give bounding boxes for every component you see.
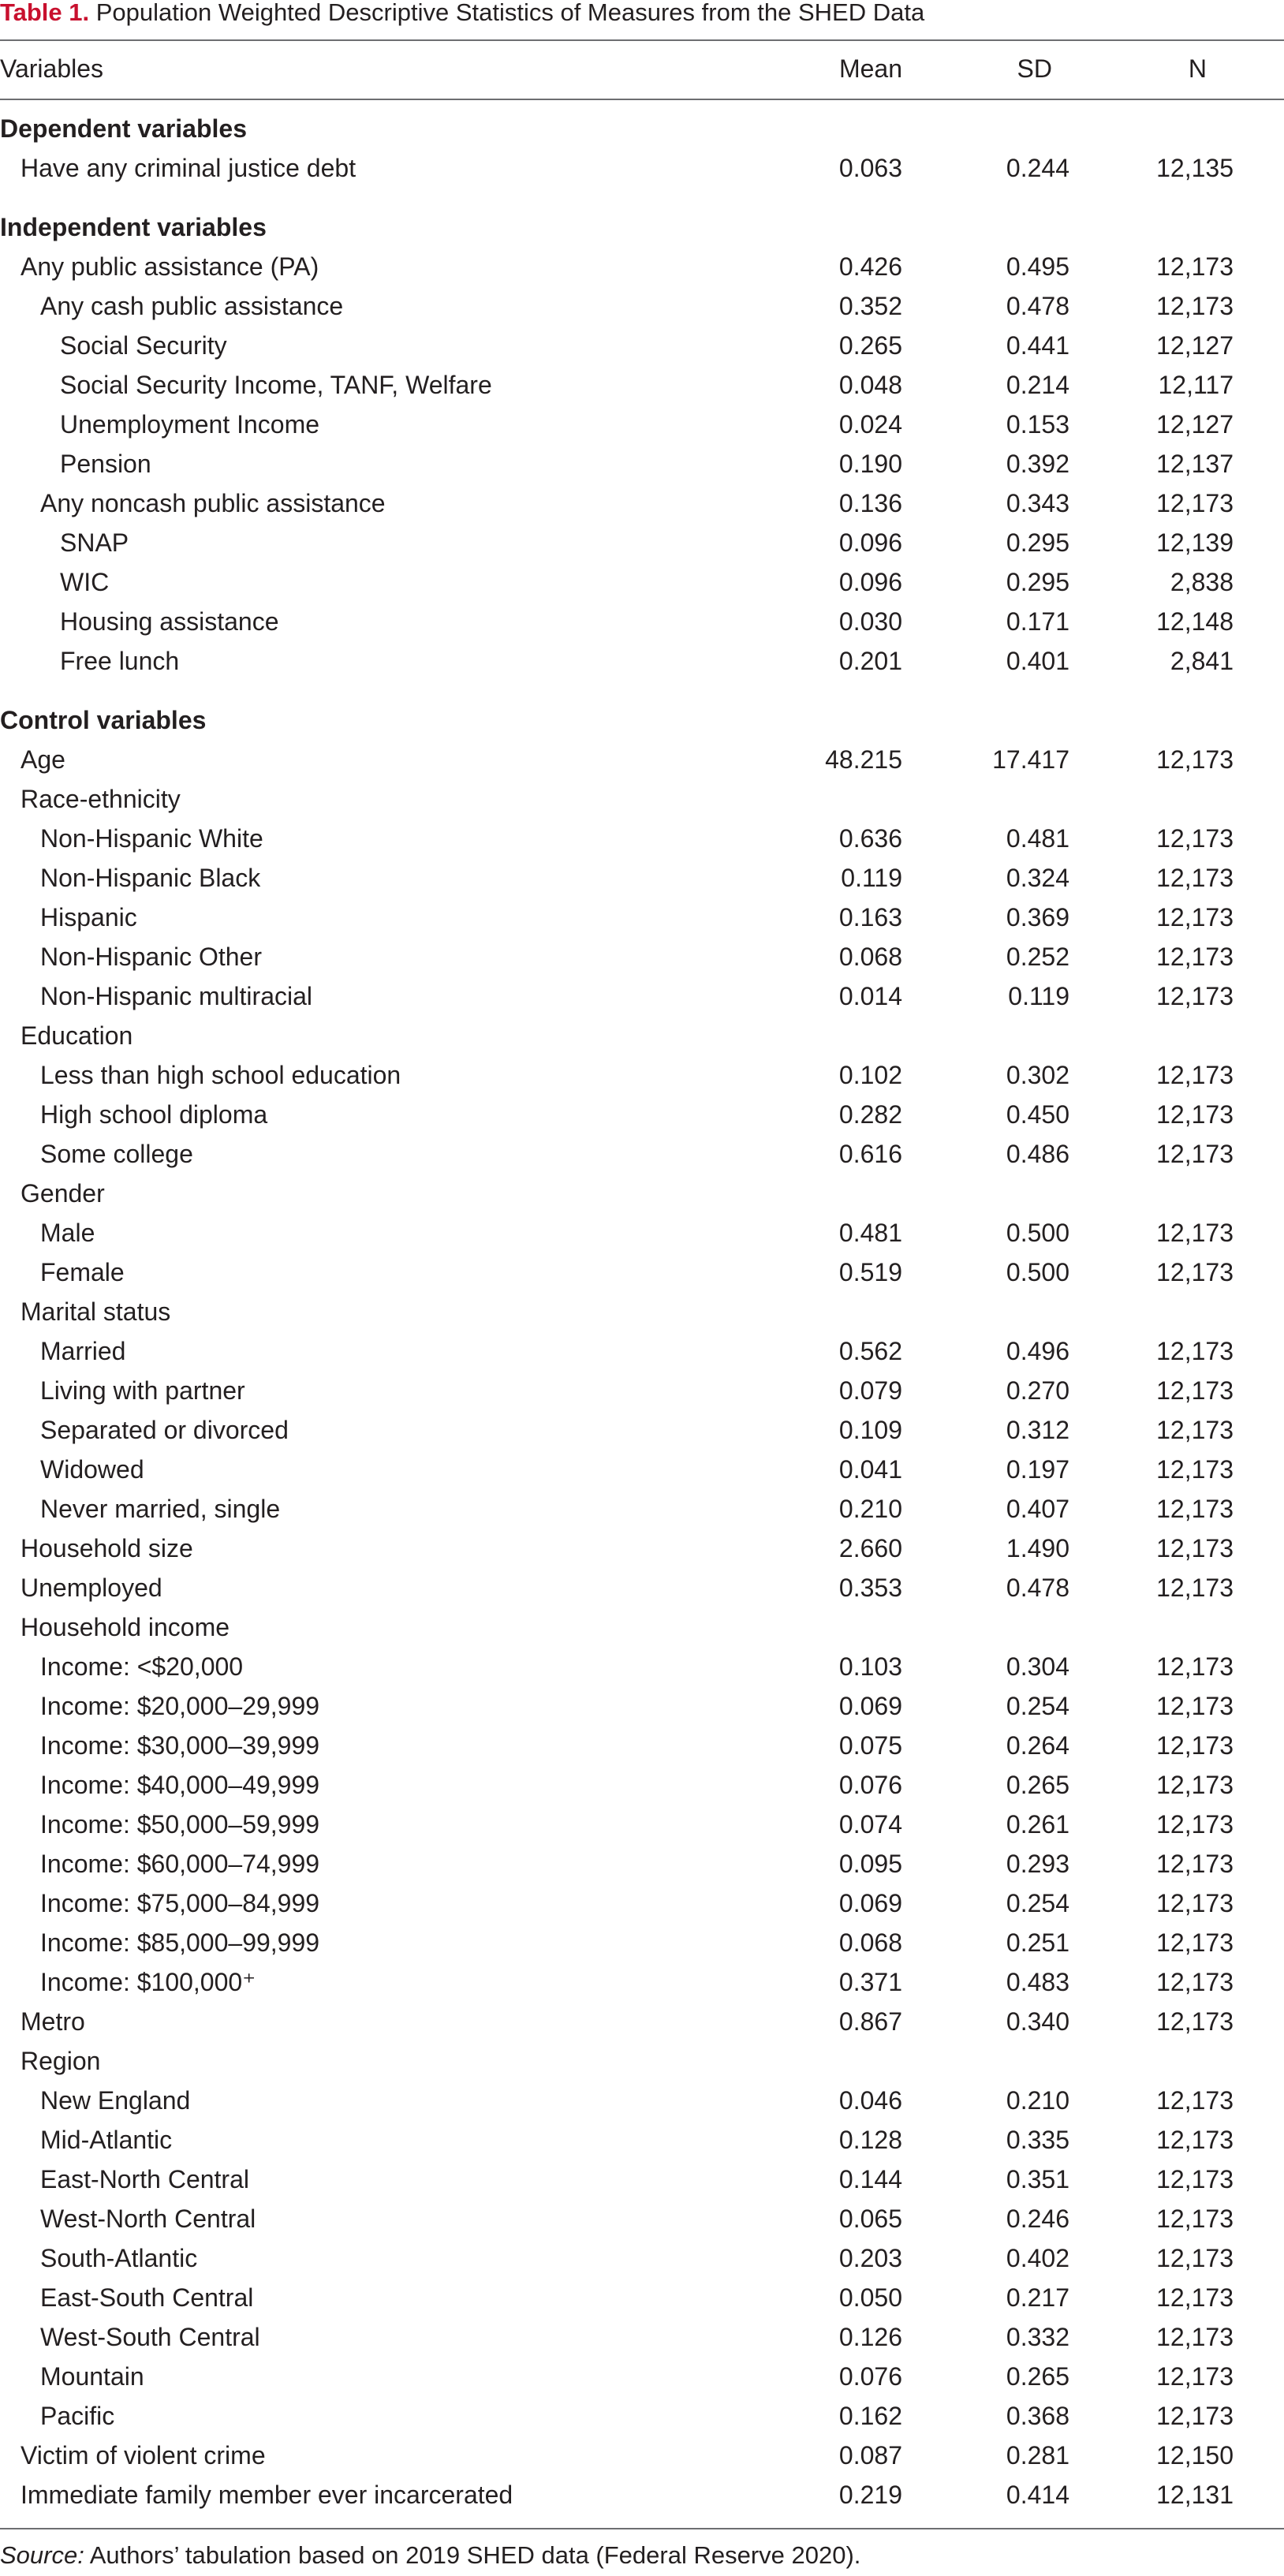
variable-label: Non-Hispanic multiracial	[40, 982, 312, 1010]
table-row	[0, 2041, 1284, 2081]
variable-label: Any noncash public assistance	[40, 489, 386, 517]
sd-value: 0.265	[1006, 1771, 1069, 1799]
table-row	[0, 976, 1284, 1016]
table-row	[0, 1568, 1284, 1607]
variable-label: Unemployed	[21, 1574, 162, 1602]
table-row	[0, 819, 1284, 858]
sd-value: 0.304	[1006, 1652, 1069, 1681]
n-value: 12,173	[1156, 1337, 1234, 1365]
table-row	[0, 1883, 1284, 1923]
n-value: 12,173	[1156, 824, 1234, 853]
n-value: 12,173	[1156, 943, 1234, 971]
variable-label: Male	[40, 1219, 95, 1247]
n-value: 12,139	[1156, 528, 1234, 557]
variable-label: Income: $75,000–84,999	[40, 1889, 320, 1917]
table-row	[0, 2357, 1284, 2396]
n-value: 12,173	[1156, 2007, 1234, 2036]
table-row	[0, 1489, 1284, 1529]
mean-value: 0.068	[838, 943, 902, 971]
sd-value: 0.295	[1006, 528, 1069, 557]
mean-value: 0.096	[838, 568, 902, 596]
variable-label: Less than high school education	[40, 1061, 401, 1089]
sd-value: 0.495	[1006, 252, 1069, 281]
n-value: 12,173	[1156, 1731, 1234, 1760]
sd-value: 0.500	[1006, 1258, 1069, 1286]
variable-label: Household size	[21, 1534, 193, 1562]
mean-value: 0.050	[838, 2283, 902, 2312]
mean-value: 0.201	[838, 647, 902, 675]
n-value: 12,173	[1156, 1258, 1234, 1286]
mean-value: 0.426	[838, 252, 902, 281]
mean-value: 0.119	[841, 864, 902, 892]
table-row	[0, 2317, 1284, 2357]
table-row	[0, 2238, 1284, 2278]
mean-value: 0.095	[838, 1850, 902, 1878]
table-row	[0, 1055, 1284, 1095]
mean-value: 0.076	[838, 2362, 902, 2391]
n-value: 12,173	[1156, 2086, 1234, 2115]
table-row	[0, 2475, 1284, 2514]
variable-label: Age	[21, 745, 65, 774]
sd-value: 0.340	[1006, 2007, 1069, 2036]
n-value: 12,173	[1156, 1495, 1234, 1523]
table-row	[0, 641, 1284, 681]
table-row	[0, 2436, 1284, 2475]
n-value: 12,173	[1156, 745, 1234, 774]
n-value: 12,173	[1156, 1810, 1234, 1839]
mean-value: 0.030	[838, 607, 902, 636]
variable-label: Free lunch	[60, 647, 180, 675]
mean-value: 0.128	[838, 2126, 902, 2154]
table-row	[0, 898, 1284, 937]
sd-value: 1.490	[1006, 1534, 1069, 1562]
mean-value: 0.096	[838, 528, 902, 557]
mean-value: 0.265	[838, 331, 902, 360]
table-row	[0, 2199, 1284, 2238]
mean-value: 0.074	[838, 1810, 902, 1839]
variable-label: Separated or divorced	[40, 1416, 289, 1444]
sd-value: 0.119	[1008, 982, 1069, 1010]
n-value: 12,117	[1158, 371, 1234, 399]
variable-label: Housing assistance	[60, 607, 279, 636]
mean-value: 0.219	[838, 2481, 902, 2509]
n-value: 12,173	[1156, 292, 1234, 320]
n-value: 12,173	[1156, 1692, 1234, 1720]
variable-label: Mid-Atlantic	[40, 2126, 173, 2154]
table-caption-label: Table 1.	[0, 0, 90, 26]
table-row	[0, 1923, 1284, 1962]
variable-label: Income: $30,000–39,999	[40, 1731, 320, 1760]
n-value: 12,173	[1156, 903, 1234, 931]
sd-value: 0.295	[1006, 568, 1069, 596]
table-caption	[0, 0, 924, 30]
table-row	[0, 2002, 1284, 2041]
sd-value: 0.270	[1006, 1376, 1069, 1405]
mean-value: 0.024	[838, 410, 902, 439]
table-row	[0, 1686, 1284, 1726]
n-value: 12,173	[1156, 1574, 1234, 1602]
sd-value: 0.441	[1006, 331, 1069, 360]
sd-value: 0.368	[1006, 2402, 1069, 2430]
variable-label: Education	[21, 1021, 133, 1050]
variable-label: Income: $60,000–74,999	[40, 1850, 320, 1878]
n-value: 12,127	[1156, 331, 1234, 360]
table-row	[0, 779, 1284, 819]
sd-value: 0.335	[1006, 2126, 1069, 2154]
sd-value: 0.251	[1006, 1928, 1069, 1957]
sd-value: 0.254	[1006, 1692, 1069, 1720]
variable-label: Any cash public assistance	[40, 292, 344, 320]
table-row	[0, 444, 1284, 483]
variable-label: Social Security	[60, 331, 227, 360]
section-heading-row	[0, 700, 1284, 740]
table-row	[0, 1962, 1284, 2002]
variable-label: Metro	[21, 2007, 85, 2036]
variable-label: South-Atlantic	[40, 2244, 198, 2272]
variable-label: Income: <$20,000	[40, 1652, 244, 1681]
mean-value: 0.041	[838, 1455, 902, 1484]
variable-label: Victim of violent crime	[21, 2441, 266, 2470]
variable-label: Any public assistance (PA)	[21, 252, 319, 281]
n-value: 12,173	[1156, 2244, 1234, 2272]
sd-value: 0.214	[1006, 371, 1069, 399]
sd-value: 0.478	[1006, 1574, 1069, 1602]
source-note	[0, 2537, 860, 2574]
table-row	[0, 937, 1284, 976]
section-heading: Dependent variables	[0, 114, 247, 143]
variable-label: Married	[40, 1337, 126, 1365]
n-value: 12,131	[1156, 2481, 1234, 2509]
sd-value: 0.312	[1006, 1416, 1069, 1444]
mean-value: 0.144	[838, 2165, 902, 2193]
n-value: 12,173	[1156, 2362, 1234, 2391]
mean-value: 0.102	[838, 1061, 902, 1089]
header-sd: SD	[1017, 54, 1052, 83]
n-value: 12,148	[1156, 607, 1234, 636]
n-value: 12,173	[1156, 1455, 1234, 1484]
mean-value: 0.136	[838, 489, 902, 517]
variable-label: Income: $50,000–59,999	[40, 1810, 320, 1839]
table-row	[0, 602, 1284, 641]
variable-label: Marital status	[21, 1297, 171, 1326]
table-row	[0, 1607, 1284, 1647]
n-value: 12,173	[1156, 1219, 1234, 1247]
mean-value: 2.660	[838, 1534, 902, 1562]
n-value: 12,173	[1156, 1652, 1234, 1681]
sd-value: 0.281	[1006, 2441, 1069, 2470]
variable-label: Income: $85,000–99,999	[40, 1928, 320, 1957]
variable-label: Hispanic	[40, 903, 137, 931]
mean-value: 0.210	[838, 1495, 902, 1523]
table-row	[0, 1844, 1284, 1883]
mean-value: 0.087	[838, 2441, 902, 2470]
table-row	[0, 1529, 1284, 1568]
table-row	[0, 2396, 1284, 2436]
table-row	[0, 523, 1284, 562]
mean-value: 0.163	[838, 903, 902, 931]
sd-value: 0.351	[1006, 2165, 1069, 2193]
variable-label: Pacific	[40, 2402, 115, 2430]
header-variables: Variables	[0, 54, 104, 83]
sd-value: 0.332	[1006, 2323, 1069, 2351]
n-value: 12,173	[1156, 864, 1234, 892]
table-row	[0, 1805, 1284, 1844]
mean-value: 0.076	[838, 1771, 902, 1799]
sd-value: 0.392	[1006, 450, 1069, 478]
variable-label: Household income	[21, 1613, 230, 1641]
bottom-rule	[0, 2528, 1284, 2529]
n-value: 12,173	[1156, 1376, 1234, 1405]
mean-value: 0.069	[838, 1692, 902, 1720]
mean-value: 0.068	[838, 1928, 902, 1957]
n-value: 12,173	[1156, 2126, 1234, 2154]
variable-label: West-South Central	[40, 2323, 260, 2351]
n-value: 12,173	[1156, 1968, 1234, 1996]
n-value: 12,173	[1156, 2165, 1234, 2193]
n-value: 12,173	[1156, 1928, 1234, 1957]
n-value: 12,173	[1156, 2323, 1234, 2351]
n-value: 12,173	[1156, 1100, 1234, 1129]
mean-value: 0.126	[838, 2323, 902, 2351]
table-body	[0, 109, 1284, 2514]
table-row	[0, 740, 1284, 779]
mean-value: 0.282	[838, 1100, 902, 1129]
variable-label: Social Security Income, TANF, Welfare	[60, 371, 492, 399]
variable-label: Have any criminal justice debt	[21, 154, 356, 182]
sd-value: 0.369	[1006, 903, 1069, 931]
n-value: 12,135	[1156, 154, 1234, 182]
variable-label: Income: $20,000–29,999	[40, 1692, 320, 1720]
variable-label: Region	[21, 2047, 101, 2075]
n-value: 12,173	[1156, 1416, 1234, 1444]
variable-label: Non-Hispanic White	[40, 824, 263, 853]
variable-label: Immediate family member ever incarcerated	[21, 2481, 513, 2509]
variable-label: Non-Hispanic Other	[40, 943, 262, 971]
sd-value: 0.252	[1006, 943, 1069, 971]
sd-value: 0.302	[1006, 1061, 1069, 1089]
sd-value: 0.486	[1006, 1140, 1069, 1168]
variable-label: Female	[40, 1258, 125, 1286]
table-header-row	[0, 49, 1284, 88]
n-value: 12,173	[1156, 2283, 1234, 2312]
table-row	[0, 1726, 1284, 1765]
table-row	[0, 2160, 1284, 2199]
top-rule	[0, 39, 1284, 41]
variable-label: Non-Hispanic Black	[40, 864, 261, 892]
n-value: 12,173	[1156, 489, 1234, 517]
table-row	[0, 1371, 1284, 1410]
n-value: 12,150	[1156, 2441, 1234, 2470]
mean-value: 0.048	[838, 371, 902, 399]
n-value: 2,838	[1170, 568, 1234, 596]
table-row	[0, 2278, 1284, 2317]
sd-value: 17.417	[992, 745, 1069, 774]
n-value: 2,841	[1170, 647, 1234, 675]
header-rule	[0, 99, 1284, 100]
table-row	[0, 1174, 1284, 1213]
table-row	[0, 1331, 1284, 1371]
sd-value: 0.496	[1006, 1337, 1069, 1365]
sd-value: 0.293	[1006, 1850, 1069, 1878]
sd-value: 0.450	[1006, 1100, 1069, 1129]
variable-label: Never married, single	[40, 1495, 281, 1523]
sd-value: 0.402	[1006, 2244, 1069, 2272]
mean-value: 0.014	[838, 982, 902, 1010]
sd-value: 0.254	[1006, 1889, 1069, 1917]
n-value: 12,137	[1156, 450, 1234, 478]
table-row	[0, 286, 1284, 326]
section-heading: Control variables	[0, 706, 207, 734]
source-label: Source:	[0, 2541, 84, 2569]
table-row	[0, 1253, 1284, 1292]
mean-value: 0.352	[838, 292, 902, 320]
mean-value: 0.065	[838, 2205, 902, 2233]
sd-value: 0.217	[1006, 2283, 1069, 2312]
variable-label: New England	[40, 2086, 191, 2115]
mean-value: 0.867	[838, 2007, 902, 2036]
table-row	[0, 2081, 1284, 2120]
n-value: 12,173	[1156, 1771, 1234, 1799]
table-row	[0, 1647, 1284, 1686]
sd-value: 0.401	[1006, 647, 1069, 675]
table-row	[0, 1016, 1284, 1055]
table-row	[0, 562, 1284, 602]
n-value: 12,173	[1156, 1889, 1234, 1917]
mean-value: 0.190	[838, 450, 902, 478]
n-value: 12,173	[1156, 1534, 1234, 1562]
mean-value: 0.616	[838, 1140, 902, 1168]
source-text: Authors’ tabulation based on 2019 SHED data (Federal Reserve 2020).	[84, 2541, 861, 2569]
mean-value: 0.353	[838, 1574, 902, 1602]
sd-value: 0.481	[1006, 824, 1069, 853]
table-row	[0, 1450, 1284, 1489]
section-heading: Independent variables	[0, 213, 267, 241]
mean-value: 0.636	[838, 824, 902, 853]
sd-value: 0.414	[1006, 2481, 1069, 2509]
sd-value: 0.343	[1006, 489, 1069, 517]
variable-label: Gender	[21, 1179, 105, 1208]
mean-value: 48.215	[825, 745, 902, 774]
sd-value: 0.483	[1006, 1968, 1069, 1996]
n-value: 12,173	[1156, 2402, 1234, 2430]
mean-value: 0.103	[838, 1652, 902, 1681]
sd-value: 0.171	[1006, 607, 1069, 636]
header-mean: Mean	[838, 54, 902, 83]
mean-value: 0.046	[838, 2086, 902, 2115]
mean-value: 0.069	[838, 1889, 902, 1917]
sd-value: 0.197	[1006, 1455, 1069, 1484]
table-row	[0, 405, 1284, 444]
table-row	[0, 483, 1284, 523]
table-row	[0, 326, 1284, 365]
mean-value: 0.371	[838, 1968, 902, 1996]
sd-value: 0.153	[1006, 410, 1069, 439]
variable-label: Unemployment Income	[60, 410, 320, 439]
table-row	[0, 1213, 1284, 1253]
n-value: 12,173	[1156, 1061, 1234, 1089]
section-heading-row	[0, 109, 1284, 148]
mean-value: 0.203	[838, 2244, 902, 2272]
sd-value: 0.261	[1006, 1810, 1069, 1839]
sd-value: 0.500	[1006, 1219, 1069, 1247]
variable-label: Mountain	[40, 2362, 144, 2391]
table-caption-text: Population Weighted Descriptive Statistics of Measures from the SHED Data	[89, 0, 925, 26]
variable-label: West-North Central	[40, 2205, 256, 2233]
table-row	[0, 1410, 1284, 1450]
variable-label: Race-ethnicity	[21, 785, 181, 813]
table-row	[0, 2120, 1284, 2160]
table-row	[0, 1292, 1284, 1331]
table-row	[0, 1765, 1284, 1805]
sd-value: 0.264	[1006, 1731, 1069, 1760]
header-n: N	[1188, 54, 1207, 83]
variable-label: Income: $100,000⁺	[40, 1968, 256, 1996]
mean-value: 0.063	[838, 154, 902, 182]
sd-value: 0.407	[1006, 1495, 1069, 1523]
table-row	[0, 247, 1284, 286]
sd-value: 0.244	[1006, 154, 1069, 182]
mean-value: 0.109	[838, 1416, 902, 1444]
variable-label: Living with partner	[40, 1376, 245, 1405]
variable-label: East-South Central	[40, 2283, 254, 2312]
mean-value: 0.562	[838, 1337, 902, 1365]
n-value: 12,173	[1156, 1850, 1234, 1878]
table-row	[0, 1134, 1284, 1174]
table-row	[0, 365, 1284, 405]
sd-value: 0.324	[1006, 864, 1069, 892]
variable-label: Widowed	[40, 1455, 144, 1484]
section-heading-row	[0, 207, 1284, 247]
variable-label: East-North Central	[40, 2165, 249, 2193]
n-value: 12,127	[1156, 410, 1234, 439]
variable-label: WIC	[60, 568, 110, 596]
mean-value: 0.519	[838, 1258, 902, 1286]
n-value: 12,173	[1156, 982, 1234, 1010]
mean-value: 0.481	[838, 1219, 902, 1247]
mean-value: 0.079	[838, 1376, 902, 1405]
variable-label: Some college	[40, 1140, 193, 1168]
sd-value: 0.265	[1006, 2362, 1069, 2391]
table-row	[0, 148, 1284, 188]
variable-label: High school diploma	[40, 1100, 268, 1129]
n-value: 12,173	[1156, 2205, 1234, 2233]
n-value: 12,173	[1156, 1140, 1234, 1168]
variable-label: SNAP	[60, 528, 129, 557]
variable-label: Pension	[60, 450, 151, 478]
mean-value: 0.075	[838, 1731, 902, 1760]
sd-value: 0.210	[1006, 2086, 1069, 2115]
variable-label: Income: $40,000–49,999	[40, 1771, 320, 1799]
table-row	[0, 1095, 1284, 1134]
sd-value: 0.246	[1006, 2205, 1069, 2233]
mean-value: 0.162	[838, 2402, 902, 2430]
sd-value: 0.478	[1006, 292, 1069, 320]
table-row	[0, 858, 1284, 898]
n-value: 12,173	[1156, 252, 1234, 281]
